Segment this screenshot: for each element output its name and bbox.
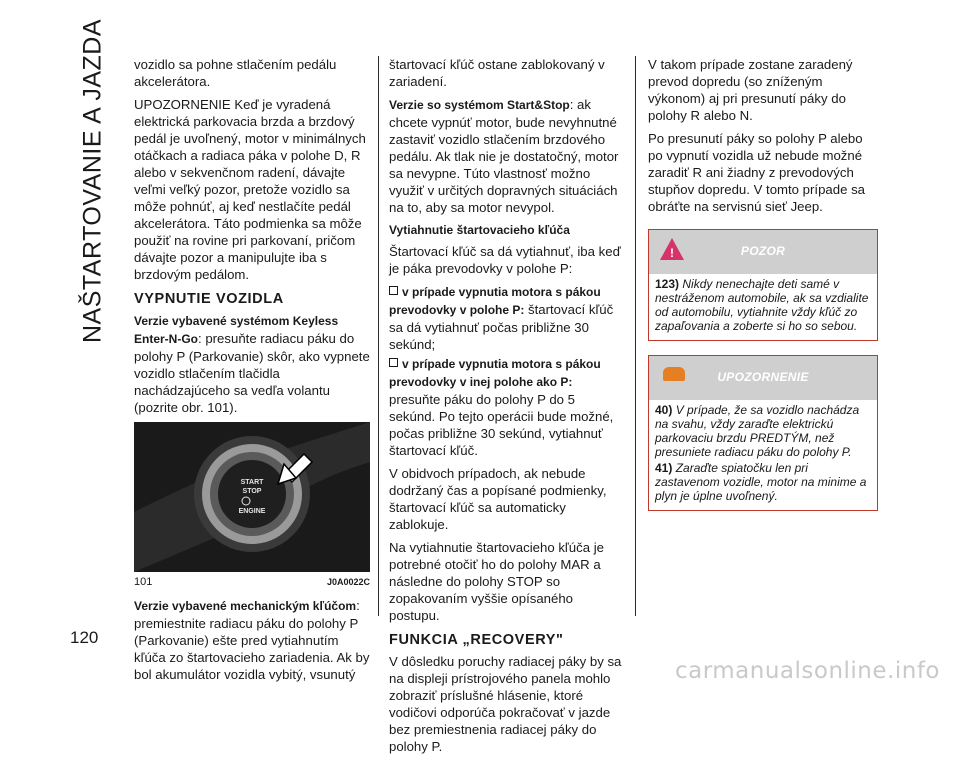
list-item bbox=[389, 283, 623, 353]
warning-box bbox=[648, 229, 878, 341]
start-stop-button-illustration bbox=[134, 422, 370, 572]
note-number: 123) bbox=[655, 277, 680, 291]
notice-item bbox=[655, 461, 871, 503]
warning-header bbox=[649, 230, 877, 274]
note-text: Zaraďte spiatočku len pri zastavenom vozidle, motor na minime a plyn je úplne uvoľnený. bbox=[655, 461, 867, 503]
button-label-start: START bbox=[240, 479, 264, 486]
column-1 bbox=[134, 56, 370, 689]
paragraph: Štartovací kľúč sa dá vytiahnuť, iba keď je páka prevodovky v polohe P: bbox=[389, 244, 621, 276]
column-divider bbox=[378, 56, 379, 616]
paragraph: štartovací kľúč ostane zablokovaný v zariadení. bbox=[389, 57, 605, 89]
column-3 bbox=[648, 56, 878, 525]
warning-body bbox=[649, 274, 877, 340]
column-divider bbox=[635, 56, 636, 616]
note-text: V prípade, že sa vozidlo nachádza na svahu, vždy zaraďte elektrickú parkovaciu brzdu PREDTÝM, než presuniete radiacu páku do polohy P. bbox=[655, 403, 860, 459]
paragraph bbox=[389, 96, 623, 216]
paragraph: vozidlo sa pohne stlačením pedálu akcelerátora. bbox=[134, 57, 337, 89]
notice-body bbox=[649, 400, 877, 510]
paragraph: UPOZORNENIE Keď je vyradená elektrická parkovacia brzda a brzdový pedál je uvoľnený, motor v minimálnych otáčkach a radiaca páka v polohe D, R alebo v sekvenčnom radení, dávajte veľmi veľký pozor, pretože vozidlo sa môže pohnúť, aj keď nestlačíte pedál akcelerátora. Táto podmienka sa môže použiť na rovine pri parkovaní, pričom dávajte pozor a manipulujte iba s brzdovým pedálom. bbox=[134, 97, 366, 282]
version-label: Verzie vybavené mechanickým kľúčom bbox=[134, 599, 357, 613]
paragraph-text: : presuňte radiacu páku do polohy P (Parkovanie) skôr, ako vypnete vozidlo stlačením tlačidla nachádzajúceho sa vedľa volantu (pozrite obr. 101). bbox=[134, 331, 370, 415]
chapter-side-title: NAŠTARTOVANIE A JAZDA bbox=[78, 18, 107, 344]
paragraph: V dôsledku poruchy radiacej páky by sa na displeji prístrojového panela mohlo zobraziť príslušné hlásenie, ktoré vodičovi odporúča pokračovať v jazde bez premiestnenia radiacej páky do polohy P. bbox=[389, 654, 622, 754]
list-item-label: v prípade vypnutia motora s pákou prevodovky v polohe P: bbox=[389, 285, 601, 317]
section-heading: VYPNUTIE VOZIDLA bbox=[134, 291, 284, 307]
figure-code: J0A0022C bbox=[326, 577, 370, 587]
list-item-text: presuňte páku do polohy P do 5 sekúnd. Po tejto operácii bude možné, počas približne 30 sekúnd, vytiahnuť štartovací kľúč. bbox=[389, 392, 614, 458]
paragraph: V obidvoch prípadoch, ak nebude dodržaný čas a popísané podmienky, štartovací kľúč sa automaticky zablokuje. bbox=[389, 466, 607, 532]
list-item bbox=[389, 355, 623, 459]
note-number: 41) bbox=[655, 461, 673, 475]
figure-start-stop-button bbox=[134, 422, 370, 572]
figure-caption bbox=[134, 574, 370, 591]
paragraph-text: : premiestnite radiacu páku do polohy P (Parkovanie) ešte pred vytiahnutím kľúča zo štartovacieho zariadenia. Ak by bol akumulátor vozidla vybitý, vsunutý bbox=[134, 598, 370, 682]
button-label-engine: ENGINE bbox=[238, 508, 266, 515]
exclamation-icon: ! bbox=[670, 246, 674, 260]
column-2 bbox=[389, 56, 623, 761]
warning-item bbox=[655, 277, 871, 333]
list-item-label: v prípade vypnutia motora s pákou prevodovky v inej polohe ako P: bbox=[389, 357, 601, 389]
bullet-square-icon bbox=[389, 286, 398, 295]
version-label: Verzie vybavené systémom Keyless Enter-N-Go bbox=[134, 314, 339, 346]
notice-item bbox=[655, 403, 871, 459]
watermark: carmanualsonline.info bbox=[674, 658, 940, 684]
note-text: Nikdy nenechajte deti samé v nestráženom automobile, ak sa vzdialite od automobilu, vytiahnite vždy kľúč zo zapaľovania a zoberte si ho so sebou. bbox=[655, 277, 869, 333]
notice-title: UPOZORNENIE bbox=[717, 370, 809, 384]
paragraph: Po presunutí páky so polohy P alebo po vypnutí vozidla už nebude možné zaradiť R ani žiadny z prevodových stupňov dopredu. V tomto prípade sa obráťte na servisnú sieť Jeep. bbox=[648, 131, 866, 214]
section-heading: FUNKCIA „RECOVERY" bbox=[389, 632, 564, 648]
figure-number: 101 bbox=[134, 576, 153, 588]
warning-title: POZOR bbox=[740, 244, 786, 258]
version-label: Verzie so systémom Start&Stop bbox=[389, 98, 570, 112]
list-item-text: štartovací kľúč sa dá vytiahnuť počas približne 30 sekúnd; bbox=[389, 302, 614, 352]
notice-header bbox=[649, 356, 877, 400]
paragraph: Na vytiahnutie štartovacieho kľúča je potrebné otočiť ho do polohy MAR a následne do polohy STOP so zopakovaním vyššie opísaného postupu. bbox=[389, 540, 604, 623]
subheading: Vytiahnutie štartovacieho kľúča bbox=[389, 223, 570, 237]
bullet-square-icon bbox=[389, 358, 398, 367]
note-number: 40) bbox=[655, 403, 673, 417]
paragraph bbox=[134, 312, 370, 416]
paragraph: V takom prípade zostane zaradený prevod dopredu (so zníženým výkonom) aj pri presunutí páky do polohy R alebo N. bbox=[648, 57, 853, 123]
page-number: 120 bbox=[70, 628, 99, 647]
notice-box bbox=[648, 355, 878, 511]
button-label-stop: STOP bbox=[242, 488, 262, 495]
paragraph-text: : ak chcete vypnúť motor, bude nevyhnutné zastaviť vozidlo stlačením brzdového pedálu. Ak tlak nie je dostatočný, motor sa nevypne. Túto vlastnosť možno využiť v určitých dopravných situáciách na to, aby sa motor nevypol. bbox=[389, 97, 619, 215]
